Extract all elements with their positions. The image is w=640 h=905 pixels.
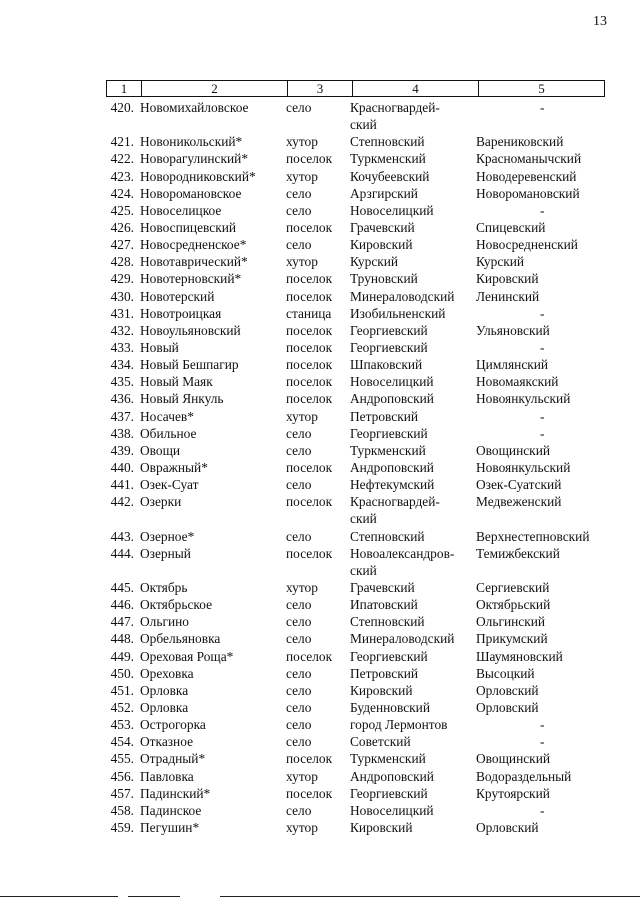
municipality-name: Новосредненский [476,237,578,253]
municipality-name: Верхнестепновский [476,528,590,544]
district-name: Буденновский [350,699,431,715]
district-name: Кочубеевский [350,168,430,184]
settlement-type: село [286,100,312,115]
district-name: Георгиевский [350,648,428,664]
settlement-type: село [286,442,312,458]
district-name: Советский [350,734,411,750]
table-row [0,288,640,305]
table-row [0,648,640,665]
settlement-type: село [286,528,312,544]
settlement-type: хутор [286,579,318,595]
district-name: Андроповский [350,391,434,407]
settlement-type: станица [286,305,332,321]
settlement-type: село [286,477,312,493]
settlement-type: хутор [286,408,318,424]
district-name: Андроповский [350,459,434,475]
header-col-5: 5 [538,81,545,96]
row-number: 440. [110,459,134,475]
settlement-type: хутор [286,168,318,184]
settlement-type: поселок [286,151,333,167]
district-name: Нефтекумский [350,477,435,493]
municipality-name: Темижбекский [476,545,560,561]
table-header [106,80,605,97]
table-row [0,322,640,339]
settlement-type: поселок [286,322,333,338]
municipality-name: Курский [476,254,525,270]
table-row [0,476,640,493]
table-row [0,785,640,802]
municipality-name: Шаумяновский [476,648,563,664]
district-name: Георгиевский [350,785,428,801]
row-number: 457. [110,785,134,801]
settlement-name: Новотаврический* [140,254,248,270]
settlement-name: Новый Янкуль [140,391,224,407]
municipality-name: Новоянкульский [476,459,571,475]
settlement-name: Новоспицевский [140,220,237,235]
settlement-name: Новоникольский* [140,134,243,150]
district-name: Туркменский [350,442,426,458]
municipality-name: Озек-Суатский [476,477,562,493]
settlement-name: Отказное [140,734,194,750]
table-row [0,630,640,647]
municipality-name: Ольгинский [476,614,546,630]
settlement-name: Пегушин* [140,819,200,835]
row-number: 429. [110,271,134,287]
district-name: Георгиевский [350,322,428,338]
settlement-type: поселок [286,391,333,407]
settlement-name: Новосредненское* [140,237,247,253]
district-name: Туркменский [350,751,426,767]
header-col-1: 1 [120,81,128,96]
settlement-type: поселок [286,459,333,475]
row-number: 442. [110,494,134,510]
municipality-name: - [540,100,545,115]
table-row [0,459,640,476]
table-row [0,305,640,322]
settlement-name: Новоульяновский [140,322,241,338]
table-row [0,545,640,579]
row-number: 434. [110,357,134,373]
municipality-name: - [540,802,545,818]
settlement-type: село [286,682,312,698]
municipality-name: Красноманычский [476,151,582,167]
municipality-name: Орловский [476,699,539,715]
settlement-name: Новый Бешпагир [140,357,239,373]
table-row [0,528,640,545]
row-number: 435. [110,374,134,390]
settlement-type: село [286,237,312,253]
district-name: Петровский [350,665,419,681]
municipality-name: - [540,339,545,355]
row-number: 456. [110,768,134,784]
table-row [0,168,640,185]
footer-rule [128,896,180,897]
settlement-name: Новотерновский* [140,271,242,287]
table-row [0,133,640,150]
table-row [0,339,640,356]
row-number: 436. [110,391,134,407]
table-row [0,733,640,750]
settlement-name: Овражный* [140,459,208,475]
row-number: 447. [110,614,134,630]
row-number: 424. [110,185,134,201]
settlement-type: поселок [286,648,333,664]
row-number: 443. [110,528,134,544]
district-name: Труновский [350,271,418,287]
table-row [0,596,640,613]
row-number: 425. [110,202,134,218]
settlement-name: Озерный [140,545,191,561]
header-col-4: 4 [412,81,419,96]
settlement-type: поселок [286,785,333,801]
row-number: 452. [110,699,134,715]
row-number: 446. [110,597,134,613]
row-number: 430. [110,288,134,304]
district-name: Петровский [350,408,419,424]
municipality-name: Высоцкий [476,665,535,681]
settlement-name: Озерки [140,494,182,510]
district-name: Курский [350,254,399,270]
settlement-type: хутор [286,134,318,150]
municipality-name: Цимлянский [476,357,549,373]
table-row [0,682,640,699]
municipality-name: - [540,305,545,321]
municipality-name: - [540,202,545,218]
settlement-name: Носачев* [140,408,194,424]
municipality-name: Прикумский [476,631,548,647]
settlement-type: село [286,202,312,218]
row-number: 428. [110,254,134,270]
row-number: 421. [110,134,134,150]
settlement-type: село [286,717,312,733]
table-row [0,202,640,219]
row-number: 459. [110,819,134,835]
settlement-type: поселок [286,751,333,767]
row-number: 433. [110,339,134,355]
municipality-name: - [540,425,545,441]
settlement-name: Озерное* [140,528,195,544]
district-name: Кировский [350,819,413,835]
settlement-type: хутор [286,819,318,835]
district-name: Минераловодский [350,631,455,647]
header-col-3: 3 [316,81,324,96]
settlement-name: Новоромановское [140,185,242,201]
district-name-continued: ский [350,117,377,133]
row-number: 448. [110,631,134,647]
settlement-name: Озек-Суат [140,477,199,493]
settlement-name: Новый Маяк [140,374,213,390]
table-row [0,408,640,425]
municipality-name: Ульяновский [476,322,550,338]
district-name: Степновский [350,614,425,630]
row-number: 437. [110,408,134,424]
settlement-type: поселок [286,374,333,390]
municipality-name: Овощинский [476,442,551,458]
district-name: Ипатовский [350,597,418,613]
settlement-name: Ольгино [140,614,189,630]
settlement-name: Острогорка [140,717,206,733]
settlement-name: Новорагулинский* [140,151,249,167]
district-name: Новоселицкий [350,202,434,218]
settlement-name: Октябрьское [140,597,213,613]
settlement-name: Новотроицкая [140,305,222,321]
table-row [0,356,640,373]
row-number: 451. [110,682,134,698]
settlement-type: хутор [286,254,318,270]
settlement-type: село [286,665,312,681]
row-number: 422. [110,151,134,167]
municipality-name: Новомаякский [476,374,559,390]
settlement-name: Октябрь [140,579,188,595]
settlement-type: поселок [286,494,333,510]
district-name: Грачевский [350,579,415,595]
municipality-name: Новоянкульский [476,391,571,407]
row-number: 445. [110,579,134,595]
row-number: 444. [110,545,134,561]
row-number: 455. [110,751,134,767]
municipality-name: Кировский [476,271,539,287]
settlement-type: поселок [286,271,333,287]
table-row [0,425,640,442]
municipality-name: Спицевский [476,220,546,235]
footer-rule [0,896,118,897]
table-row [0,442,640,459]
municipality-name: Сергиевский [476,579,550,595]
table-row [0,219,640,236]
header-col-2: 2 [211,81,218,96]
municipality-name: Варениковский [476,134,564,150]
settlement-type: хутор [286,768,318,784]
table-row [0,613,640,630]
row-number: 441. [110,477,134,493]
table-row [0,819,640,836]
settlement-type: село [286,631,312,647]
district-name: город Лермонтов [350,717,448,733]
row-number: 431. [110,305,134,321]
municipality-name: Крутоярский [476,785,550,801]
row-number: 426. [110,220,134,235]
row-number: 420. [110,100,134,115]
district-name: Шпаковский [350,357,423,373]
row-number: 458. [110,802,134,818]
settlement-type: поселок [286,545,333,561]
row-number: 439. [110,442,134,458]
municipality-name: Новоромановский [476,185,580,201]
footer-rule [220,896,640,897]
district-name: Кировский [350,237,413,253]
municipality-name: Орловский [476,819,539,835]
settlement-type: село [286,425,312,441]
settlement-name: Овощи [140,442,181,458]
settlement-type: село [286,185,312,201]
table-row [0,150,640,167]
settlement-type: село [286,597,312,613]
table-row [0,236,640,253]
district-name: Туркменский [350,151,426,167]
district-name: Георгиевский [350,425,428,441]
district-name: Минераловодский [350,288,455,304]
district-name: Красногвардей- [350,494,440,510]
settlement-name: Новоселицкое [140,202,222,218]
table-row [0,750,640,767]
table-row [0,768,640,785]
settlement-type: село [286,699,312,715]
settlement-type: село [286,614,312,630]
municipality-name: Ленинский [476,288,540,304]
row-number: 438. [110,425,134,441]
municipality-name: - [540,717,545,733]
district-name-continued: ский [350,562,377,578]
table-row [0,373,640,390]
table-row [0,716,640,733]
row-number: 449. [110,648,134,664]
municipality-name: Октябрьский [476,597,551,613]
district-name: Кировский [350,682,413,698]
row-number: 453. [110,717,134,733]
settlement-name: Отрадный* [140,751,206,767]
district-name: Степновский [350,134,425,150]
settlement-name: Ореховая Роща* [140,648,234,664]
district-name: Степновский [350,528,425,544]
table-row [0,493,640,527]
table-row [0,579,640,596]
settlement-name: Орбельяновка [140,631,221,647]
settlement-type: село [286,734,312,750]
district-name: Новоалександров- [350,545,455,561]
settlement-type: поселок [286,339,333,355]
settlement-name: Новый [140,339,179,355]
district-name: Новоселицкий [350,374,434,390]
settlement-type: поселок [286,220,333,235]
district-name: Андроповский [350,768,434,784]
table-row [0,185,640,202]
table-row [0,390,640,407]
settlement-name: Орловка [140,682,189,698]
settlement-type: село [286,802,312,818]
table-row [0,99,640,133]
table-body [0,99,640,836]
settlement-name: Павловка [140,768,194,784]
municipality-name: - [540,734,545,750]
settlement-name: Падинский* [140,785,211,801]
table-row [0,802,640,819]
settlement-type: поселок [286,288,333,304]
settlement-name: Новотерский [140,288,215,304]
row-number: 423. [110,168,134,184]
table-row [0,665,640,682]
municipality-name: Новодеревенский [476,168,577,184]
municipality-name: Орловский [476,682,539,698]
settlement-name: Орловка [140,699,189,715]
settlement-name: Новородниковский* [140,168,256,184]
settlement-name: Ореховка [140,665,194,681]
row-number: 432. [110,322,134,338]
district-name: Грачевский [350,220,415,235]
row-number: 454. [110,734,134,750]
district-name: Красногвардей- [350,100,440,115]
settlement-name: Обильное [140,425,197,441]
district-name: Арзгирский [350,185,418,201]
municipality-name: Водораздельный [476,768,572,784]
table-row [0,253,640,270]
district-name: Георгиевский [350,339,428,355]
municipality-name: Медвеженский [476,494,562,510]
district-name: Изобильненский [350,305,446,321]
municipality-name: Овощинский [476,751,551,767]
settlement-name: Новомихайловское [140,100,249,115]
row-number: 427. [110,237,134,253]
settlement-type: поселок [286,357,333,373]
page-number: 13 [593,14,607,29]
table-row [0,270,640,287]
table-row [0,699,640,716]
municipality-name: - [540,408,545,424]
settlement-name: Падинское [140,802,202,818]
district-name: Новоселицкий [350,802,434,818]
row-number: 450. [110,665,134,681]
district-name-continued: ский [350,511,377,527]
